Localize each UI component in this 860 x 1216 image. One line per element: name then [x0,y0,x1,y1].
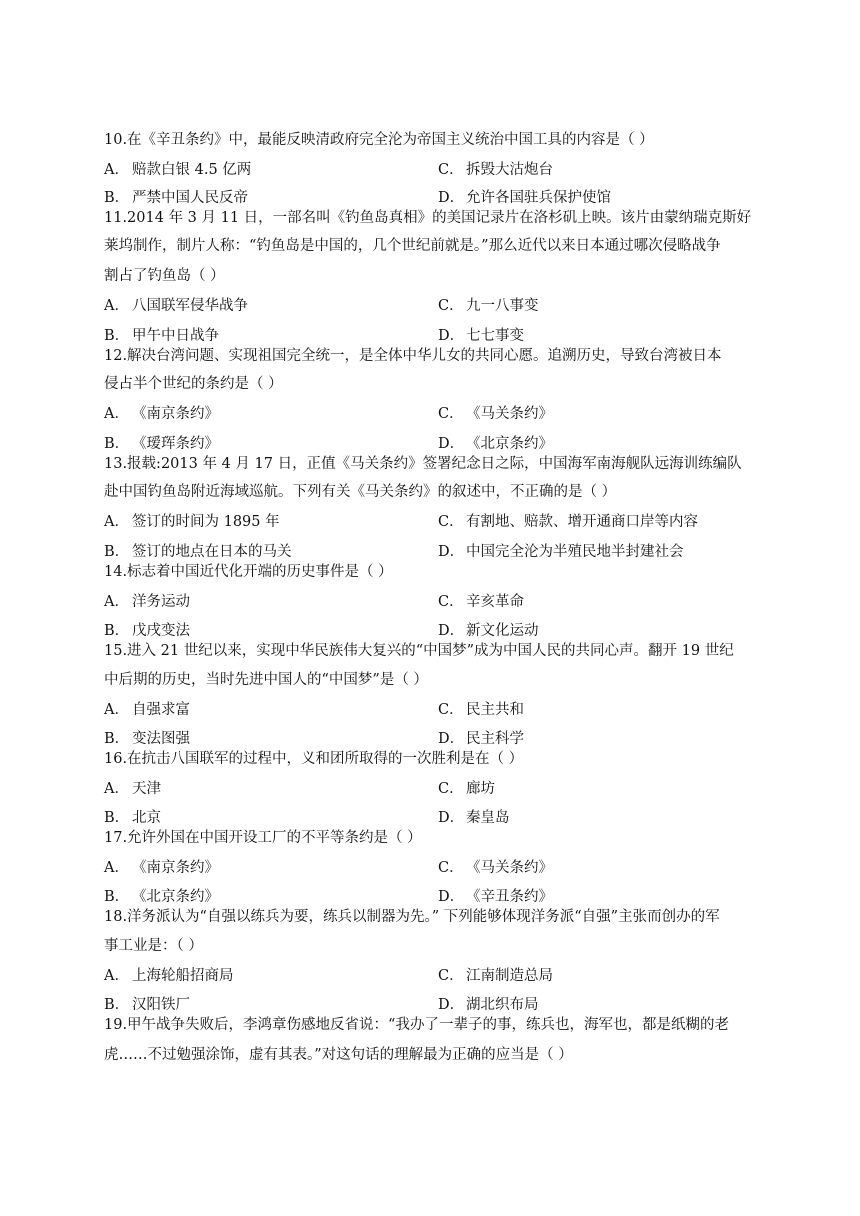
option-c[interactable] [438,966,553,986]
option-letter: B． [104,731,130,747]
option-text: 签订的时间为 1895 年 [132,514,280,530]
option-d[interactable] [438,188,611,208]
option-letter: B． [104,544,130,560]
option-letter: D． [438,623,465,639]
option-c[interactable] [438,296,539,316]
option-letter: D． [438,328,465,344]
option-text: 民主共和 [466,702,524,718]
option-letter: C． [438,514,464,530]
option-letter: C． [438,781,464,797]
option-text: 上海轮船招商局 [132,968,234,984]
option-text: 《北京条约》 [132,889,219,905]
option-d[interactable] [438,621,539,641]
option-c[interactable] [438,160,553,180]
option-text: 《北京条约》 [466,436,553,452]
option-letter: C． [438,594,464,610]
question-stem: 13.报载:2013 年 4 月 17 日，正值《马关条约》签署纪念日之际，中国海军南海舰队远海训练编队 [104,456,742,472]
option-letter: C． [438,968,464,984]
question-stem: 12.解决台湾问题、实现祖国完全统一，是全体中华儿女的共同心愿。追溯历史，导致台湾被日本 [104,348,722,364]
option-text: 秦皇岛 [466,810,510,826]
question-stem: 11.2014 年 3 月 11 日，一部名叫《钓鱼岛真相》的美国记录片在洛杉矶上映。该片由蒙纳瑞克斯好 [104,210,752,226]
option-c[interactable] [438,404,553,424]
option-text: 自强求富 [132,702,190,718]
option-b[interactable] [104,326,219,346]
question-stem: 16.在抗击八国联军的过程中，义和团所取得的一次胜利是在（ ） [104,751,524,767]
option-letter: A． [104,860,129,876]
option-a[interactable] [104,858,219,878]
option-letter: B． [104,623,130,639]
option-text: 北京 [132,810,161,826]
option-text: 新文化运动 [466,623,539,639]
option-a[interactable] [104,296,248,316]
question-stem: 15.进入 21 世纪以来，实现中华民族伟大复兴的“中国梦”成为中国人民的共同心声。翻开 19 世纪 [104,643,734,659]
option-letter: D． [438,889,465,905]
option-b[interactable] [104,188,248,208]
option-letter: A． [104,406,129,422]
question-stem: 18.洋务派认为“自强以练兵为要，练兵以制器为先。” 下列能够体现洋务派“自强”主张而创办的军 [104,909,720,925]
option-text: 拆毁大沽炮台 [466,162,553,178]
question-stem: 事工业是：（ ） [104,938,203,954]
option-a[interactable] [104,592,190,612]
option-letter: A． [104,702,129,718]
option-text: 廊坊 [466,781,495,797]
option-text: 《马关条约》 [466,860,553,876]
option-b[interactable] [104,887,219,907]
option-b[interactable] [104,542,292,562]
option-text: 《南京条约》 [132,406,219,422]
option-letter: B． [104,436,130,452]
option-text: 八国联军侵华战争 [132,298,248,314]
option-b[interactable] [104,434,219,454]
option-letter: A． [104,968,129,984]
option-letter: D． [438,190,465,206]
option-b[interactable] [104,995,190,1015]
option-a[interactable] [104,779,161,799]
option-a[interactable] [104,966,234,986]
option-a[interactable] [104,160,251,180]
option-d[interactable] [438,808,510,828]
option-d[interactable] [438,887,553,907]
option-letter: A． [104,781,129,797]
option-letter: C． [438,298,464,314]
option-letter: B． [104,889,130,905]
option-letter: A． [104,514,129,530]
question-stem: 10.在《辛丑条约》中，最能反映清政府完全沦为帝国主义统治中国工具的内容是（ ） [104,132,654,148]
option-b[interactable] [104,729,190,749]
option-letter: C． [438,162,464,178]
option-letter: B． [104,190,130,206]
question-stem: 侵占半个世纪的条约是（ ） [104,376,283,392]
option-c[interactable] [438,592,524,612]
option-text: 天津 [132,781,161,797]
question-stem: 虎……不过勉强涂饰，虚有其表。”对这句话的理解最为正确的应当是（ ） [104,1047,573,1063]
option-letter: C． [438,406,464,422]
option-text: 甲午中日战争 [132,328,219,344]
option-text: 洋务运动 [132,594,190,610]
question-stem: 14.标志着中国近代化开端的历史事件是（ ） [104,564,393,580]
option-letter: A． [104,594,129,610]
option-text: 严禁中国人民反帝 [132,190,248,206]
option-text: 七七事变 [466,328,524,344]
option-text: 《马关条约》 [466,406,553,422]
option-b[interactable] [104,808,161,828]
question-stem: 赴中国钓鱼岛附近海域巡航。下列有关《马关条约》的叙述中，不正确的是（ ） [104,484,617,500]
option-letter: C． [438,860,464,876]
option-text: 变法图强 [132,731,190,747]
option-text: 中国完全沦为半殖民地半封建社会 [466,544,684,560]
question-stem: 19.甲午战争失败后，李鸿章伤感地反省说：“我办了一辈子的事，练兵也，海军也，都是纸糊的老 [104,1017,729,1033]
option-text: 允许各国驻兵保护使馆 [466,190,611,206]
option-c[interactable] [438,512,698,532]
option-text: 辛亥革命 [466,594,524,610]
option-d[interactable] [438,729,524,749]
option-d[interactable] [438,995,539,1015]
option-c[interactable] [438,779,495,799]
option-d[interactable] [438,326,524,346]
option-c[interactable] [438,700,524,720]
option-text: 汉阳铁厂 [132,997,190,1013]
option-a[interactable] [104,512,280,532]
option-letter: D． [438,997,465,1013]
option-letter: C． [438,702,464,718]
question-stem: 中后期的历史，当时先进中国人的“中国梦”是（ ） [104,672,428,688]
option-letter: D． [438,810,465,826]
question-stem: 割占了钓鱼岛（ ） [104,268,225,284]
option-letter: B． [104,328,130,344]
option-letter: A． [104,298,129,314]
option-a[interactable] [104,700,190,720]
option-text: 有割地、赔款、增开通商口岸等内容 [466,514,698,530]
question-stem: 莱坞制作，制片人称：“钓鱼岛是中国的，几个世纪前就是。”那么近代以来日本通过哪次侵略战争 [104,238,721,254]
option-text: 签订的地点在日本的马关 [132,544,292,560]
option-b[interactable] [104,621,190,641]
option-letter: D． [438,436,465,452]
option-text: 赔款白银 4.5 亿两 [132,162,252,178]
option-c[interactable] [438,858,553,878]
option-letter: B． [104,997,130,1013]
option-letter: B． [104,810,130,826]
option-letter: A． [104,162,129,178]
option-text: 江南制造总局 [466,968,553,984]
option-text: 《瑷珲条约》 [132,436,219,452]
option-text: 《南京条约》 [132,860,219,876]
option-a[interactable] [104,404,219,424]
option-text: 《辛丑条约》 [466,889,553,905]
option-text: 湖北织布局 [466,997,539,1013]
option-text: 九一八事变 [466,298,539,314]
option-letter: D． [438,731,465,747]
option-d[interactable] [438,434,553,454]
option-text: 民主科学 [466,731,524,747]
option-text: 戊戌变法 [132,623,190,639]
question-stem: 17.允许外国在中国开设工厂的不平等条约是（ ） [104,830,422,846]
option-letter: D． [438,544,465,560]
option-d[interactable] [438,542,684,562]
